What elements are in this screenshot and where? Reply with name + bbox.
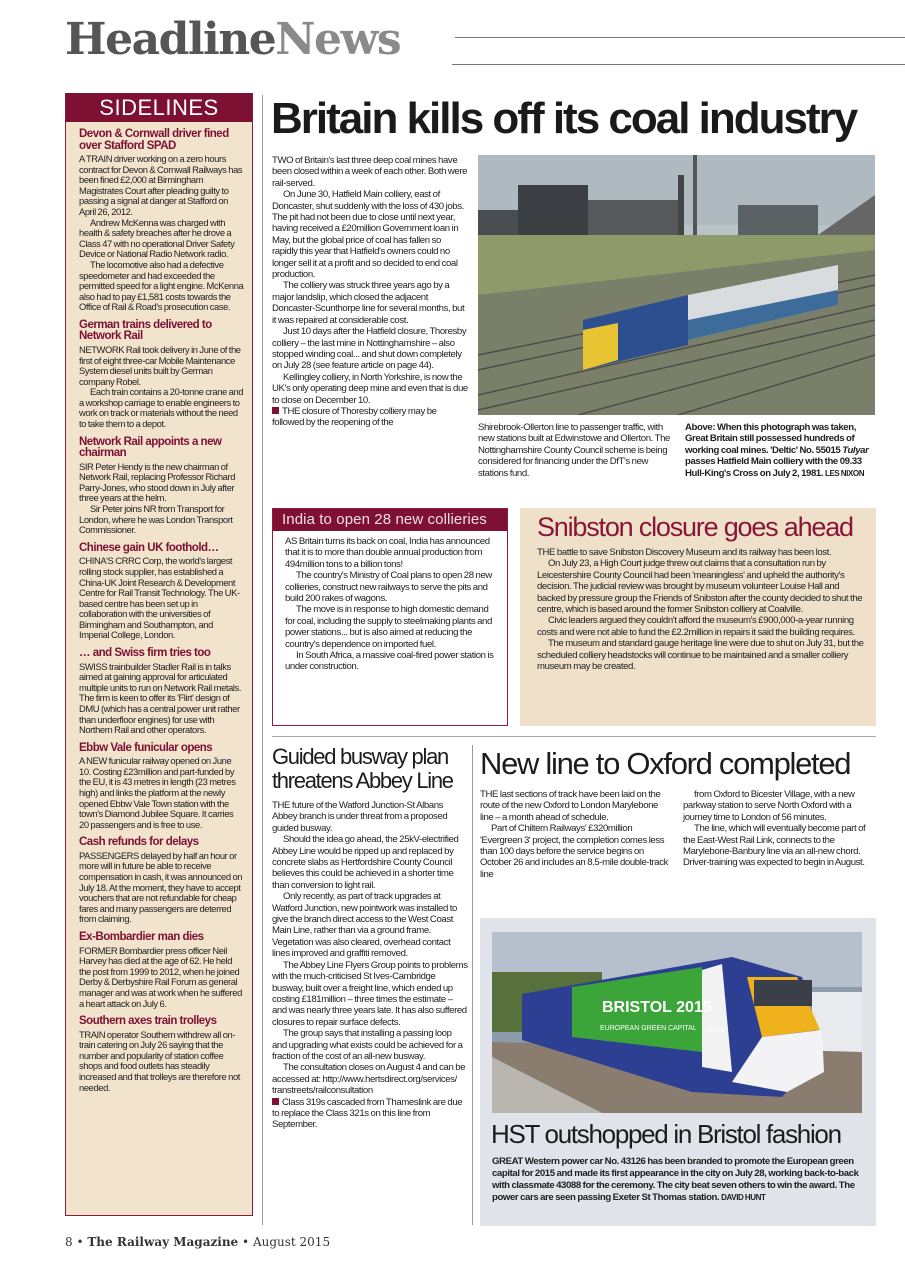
issue-date: August 2015: [252, 1235, 331, 1249]
sidelines-item-heading: German trains delivered to Network Rail: [79, 318, 212, 343]
magazine-name: The Railway Magazine: [87, 1235, 239, 1249]
snibston-box: [520, 508, 876, 726]
hst-title: HST outshopped in Bristol fashion: [491, 1119, 841, 1149]
sidelines-item: [79, 837, 244, 925]
article-paragraph: Each train contains a 20-tonne crane and a workshop carriage to enable engineers to work on track or materials without the need to take them to a depot.: [79, 386, 244, 430]
article-paragraph: PASSENGERS delayed by half an hour or more will in future be able to receive compensation in cash, it was announced on July 18. At the moment, they have to accept vouchers that are not refundable for cheap fares and many passengers are deterred from claiming.: [79, 849, 243, 925]
article-paragraph: Part of Chiltern Railways' £320million 'Evergreen 3' project, the completion comes less than 100 days before the service begins on October 26 and includes an 8.5-mile double-track line: [480, 823, 668, 880]
sidelines-title: SIDELINES: [66, 93, 252, 122]
hst-caption: GREAT Western power car No. 43126 has been branded to promote the European green capital for 2015 and made its first appearance in the city on July 28, working back-to-back with classmate 43088 for the ceremony. The city beat seven others to win the award. The power cars are seen passing Exeter St Thomas station. DAVID HUNT: [492, 1156, 859, 1203]
article-paragraph: A NEW funicular railway opened on June 10. Costing £23million and part-funded by the EU, it is 43 metres in length (23 metres high) and links the platform at the newly opened Ebbw Vale Town station with the town's Diamond Jubilee Square. It carries 20 passengers and is free to use.: [79, 755, 236, 830]
sidelines-item-heading: Ex-Bombardier man dies: [79, 931, 204, 944]
sidelines-item: [79, 543, 244, 641]
article-paragraph: THE battle to save Snibston Discovery Museum and its railway has been lost.: [537, 547, 832, 558]
article-paragraph: Should the idea go ahead, the 25kV-electrified Abbey Line would be ripped up and replaced by concrete slabs as Hertfordshire County Council believes this could be achieved in a shorter time than conversion to light rail.: [272, 834, 459, 891]
article-paragraph: The consultation closes on August 4 and can be accessed at: http://www.hertsdirect.org/services/ transtreets/railconsultation: [272, 1062, 466, 1097]
photo-caption: [685, 422, 877, 479]
page-number: 8: [65, 1235, 73, 1249]
article-paragraph: THE future of the Watford Junction-St Albans Abbey branch is under threat from a proposed guided busway.: [272, 800, 448, 834]
column-divider: [262, 95, 263, 1225]
sidelines-item-heading: Ebbw Vale funicular opens: [79, 741, 213, 754]
article-paragraph: The colliery was struck three years ago by a major landslip, which closed the adjacent Doncaster-Scunthorpe line for several months, but it was repaired at considerable cost.: [272, 280, 465, 326]
sidelines-item: [79, 320, 244, 430]
sidelines-item-heading: Devon & Cornwall driver fined over Stafford SPAD: [79, 128, 229, 152]
continued-paragraph: Shirebrook-Ollerton line to passenger traffic, with new stations built at Edwinstowe and Ollerton. The Nottinghamshire County Council scheme is being considered for financing under the DfT's new stations fund.: [478, 422, 670, 479]
masthead-rule-bottom: [452, 64, 905, 65]
section-rule: [272, 736, 876, 737]
sidelines-item: [79, 129, 244, 313]
sidelines-item: [79, 1016, 244, 1093]
article-paragraph: The country's Ministry of Coal plans to open 28 new collieries, construct new railways to serve the pits and build 200 rakes of wagons.: [285, 570, 492, 605]
article-paragraph: Andrew McKenna was charged with health & safety breaches after he drove a Class 47 with no operational Driver Safety Device or National Radio Network radio.: [79, 216, 235, 260]
lead-headline: Britain kills off its coal industry: [271, 94, 857, 143]
article-paragraph: SWISS trainbuilder Stadler Rail is in talks aimed at gaining approval for articulated multiple units to run on Network Rail metals. The firm is keen to offer its 'Flirt' design of DMU (which has a central power unit rather than underfloor engines) for use with Northern Rail and other operators.: [79, 660, 242, 736]
loco-number: 43126: [707, 1028, 724, 1034]
article-paragraph: On June 30, Hatfield Main colliery, east of Doncaster, shut suddenly with the loss of 430 jobs. The pit had not been due to close until next year, having received a £20million Government loan in May, but the global price of coal has fallen so rapidly this year that Hatfield's owners could no longer sell it at a profit and so decided to end coal production.: [272, 189, 464, 281]
article-paragraph: Only recently, as part of track upgrades at Watford Junction, new pointwork was installed to give the branch direct access to the West Coast Main Line, rather than via a ground frame. Vegetation was also cleared, overhead contact lines improved and graffiti removed.: [272, 891, 457, 960]
sidelines-item: [79, 648, 244, 736]
article-paragraph: The Abbey Line Flyers Group points to problems with the much-criticised St Ives-Cambridge busway, built over a freight line, which ended up costing £181million – three times the estimate – and was nearly three years late. It has also suffered closures to repair surface defects.: [272, 959, 468, 1028]
sidelines-box: [65, 93, 253, 1216]
article-paragraph: AS Britain turns its back on coal, India has announced that it is to more than double annual production from 494million tons to a billion tons!: [285, 536, 490, 570]
article-paragraph: THE closure of Thoresby colliery may be followed by the reopening of the: [272, 406, 468, 429]
lead-article-body: [272, 155, 468, 429]
deltic-colliery-photo: [478, 155, 875, 415]
article-paragraph: NETWORK Rail took delivery in June of the first of eight three-car Mobile Maintenance System diesel units built by German company Robel.: [79, 343, 241, 387]
lead-article-continued: [478, 422, 670, 479]
sidelines-item-heading: Southern axes train trolleys: [79, 1015, 217, 1028]
article-paragraph: The locomotive also had a defective speedometer and had exceeded the permitted speed for a light engine. McKenna also had to pay £1,581 costs towards the Office of Rail & Road's prosecution case.: [79, 258, 244, 313]
article-paragraph: The museum and standard gauge heritage line were due to shut on July 31, but the scheduled colliery headstocks will continue to be maintained and a smaller colliery museum may be created.: [537, 638, 864, 673]
article-paragraph: from Oxford to Bicester Village, with a new parkway station to serve North Oxford with a journey time to London of 56 minutes.: [683, 789, 855, 823]
article-paragraph: Sir Peter joins NR from Transport for London, where he was London Transport Commissioner.: [79, 503, 233, 536]
page-footer: 8 • The Railway Magazine • August 2015: [65, 1235, 331, 1249]
article-paragraph: FORMER Bombardier press officer Neil Harvey has died at the age of 62. He held the post from 1999 to 2012, when he joined Derby & Derbyshire Rail Forum as general manager and was at work when he suffered a heart attack on July 6.: [79, 944, 242, 1009]
busway-article: [272, 745, 468, 1131]
article-paragraph: CHINA'S CRRC Corp, the world's largest rolling stock supplier, has established a China-UK Joint Research & Development Centre for Rail Transit Technology. The UK-based centre has been set up in collaboration with the universities of Birmingham and Southampton, and Imperial College, London.: [79, 555, 240, 641]
masthead-news: News: [275, 14, 401, 65]
india-box: [272, 508, 508, 726]
sidelines-item-heading: Chinese gain UK foothold…: [79, 541, 219, 554]
article-paragraph: The group says that installing a passing loop and upgrading what exists could be achieved for a fraction of the cost of an all-new busway.: [272, 1028, 463, 1062]
article-paragraph: A TRAIN driver working on a zero hours contract for Devon & Cornwall Railways has been fined £2,000 at Birmingham Magistrates Court after pleading guilty to passing a signal at danger at Stafford on April 26, 2012.: [79, 153, 243, 217]
livery-text: BRISTOL 2015: [602, 999, 712, 1016]
caption-text: Above: When this photograph was taken, Great Britain still possessed hundreds of working coal mines. 'Deltic' No. 55015: [685, 422, 856, 456]
hst-box: [480, 918, 876, 1226]
caption-loco-name: Tulyar: [842, 444, 869, 456]
livery-subtext: EUROPEAN GREEN CAPITAL: [600, 1025, 697, 1032]
photo-credit: DAVID HUNT: [721, 1193, 766, 1202]
article-paragraph: In South Africa, a massive coal-fired power station is under construction.: [285, 650, 494, 673]
sidelines-item: [79, 932, 244, 1009]
busway-title: Guided busway plan threatens Abbey Line: [272, 744, 453, 793]
article-paragraph: TWO of Britain's last three deep coal mines have been closed within a week of each other. Both were rail-served.: [272, 155, 468, 189]
masthead-rule-top: [455, 37, 905, 38]
article-paragraph: The line, which will eventually become part of the East-West Rail Link, connects to the Marylebone-Banbury line via an all-new chord. Driver-training was expected to begin in August.: [683, 823, 866, 869]
sidelines-item: [79, 743, 244, 831]
caption-text-rest: passes Hatfield Main colliery with the 09.33 Hull-King's Cross on July 2, 1981.: [685, 456, 862, 479]
sidelines-item-heading: Cash refunds for delays: [79, 836, 199, 849]
article-paragraph: The move is in response to high domestic demand for coal, including the supply to steelmaking plants and power stations... but is also aimed at reducing the country's dependence on imported fuel.: [285, 604, 492, 650]
article-paragraph: SIR Peter Hendy is the new chairman of Network Rail, replacing Professor Richard Parry-Jones, who stood down in July after three years at the helm.: [79, 460, 236, 504]
article-paragraph: Civic leaders argued they couldn't afford the museum's £900,000-a-year running costs and were not able to fund the £2.2million in repairs it said the building requires.: [537, 615, 855, 638]
article-paragraph: Class 319s cascaded from Thameslink are due to replace the Class 321s on this line from September.: [272, 1097, 468, 1131]
hst-photo: [492, 932, 862, 1113]
sidelines-item: [79, 437, 244, 536]
column-divider-2: [472, 745, 473, 1225]
india-title: India to open 28 new collieries: [273, 509, 507, 531]
sidelines-items: [66, 122, 252, 1093]
masthead-headline: Headline: [65, 14, 276, 65]
article-paragraph: TRAIN operator Southern withdrew all on-train catering on July 26 saying that the number and popularity of station coffee shops and food outlets has steadily increased and that trolleys are therefore not needed.: [79, 1028, 240, 1093]
article-paragraph: THE last sections of track have been laid on the route of the new Oxford to London Marylebone line – a month ahead of schedule.: [480, 789, 661, 823]
oxford-article: [480, 742, 876, 880]
article-paragraph: Just 10 days after the Hatfield closure, Thoresby colliery – the last mine in Nottinghamshire – also stopped winding coal... and shut down completely on July 28 (see feature article on page 44).: [272, 326, 467, 372]
article-paragraph: Kellingley colliery, in North Yorkshire, is now the UK's only operating deep mine and even that is due to close on December 10.: [272, 371, 468, 406]
sidelines-item-heading: Network Rail appoints a new chairman: [79, 435, 222, 460]
sidelines-item-heading: … and Swiss firm tries too: [79, 647, 211, 660]
article-paragraph: On July 23, a High Court judge threw out claims that a consultation run by Leicestershire County Council had been 'meaningless' and upheld the authority's decision. The judicial review was brought by museum volunteer Louise Hall and backed by pressure group the Friends of Snibston after the county decided to shut the centre, which is based around the former Snibston colliery at Coalville.: [537, 558, 863, 616]
photo-credit: LES NIXON: [824, 468, 865, 478]
oxford-title: New line to Oxford completed: [480, 746, 851, 781]
section-masthead: [65, 14, 400, 65]
snibston-title: Snibston closure goes ahead: [537, 512, 853, 542]
